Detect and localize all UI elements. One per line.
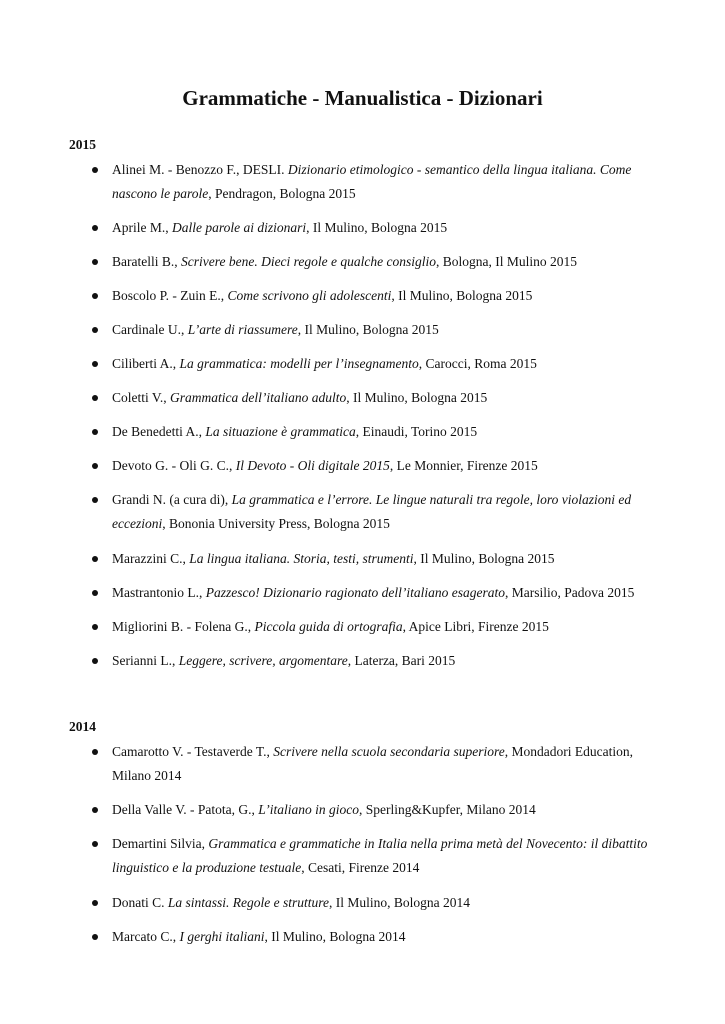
bibliography-entry: Mastrantonio L., Pazzesco! Dizionario ragionato dell’italiano esagerato, Marsilio, Padova 2015 [112,581,660,605]
bibliography-entry: Donati C. La sintassi. Regole e strutture, Il Mulino, Bologna 2014 [112,891,660,915]
bibliography-entry: De Benedetti A., La situazione è grammatica, Einaudi, Torino 2015 [112,420,660,444]
bullet-icon [92,934,98,940]
bibliography-entry: Boscolo P. - Zuin E., Come scrivono gli adolescenti, Il Mulino, Bologna 2015 [112,284,660,308]
bullet-icon [92,225,98,231]
bibliography-entry: Alinei M. - Benozzo F., DESLI. Dizionario etimologico - semantico della lingua italiana. Come nascono le parole, Pendragon, Bologna 2015 [112,158,660,206]
bullet-icon [92,259,98,265]
bullet-icon [92,590,98,596]
bullet-icon [92,900,98,906]
bullet-icon [92,293,98,299]
bullet-icon [92,841,98,847]
bibliography-entry: Grandi N. (a cura di), La grammatica e l’errore. Le lingue naturali tra regole, loro violazioni ed eccezioni, Bononia University Press, Bologna 2015 [112,488,660,536]
bibliography-entry: Ciliberti A., La grammatica: modelli per l’insegnamento, Carocci, Roma 2015 [112,352,660,376]
bibliography-entry: Marcato C., I gerghi italiani, Il Mulino, Bologna 2014 [112,925,660,949]
bibliography-entry: Camarotto V. - Testaverde T., Scrivere nella scuola secondaria superiore, Mondadori Education, Milano 2014 [112,740,660,788]
bibliography-entry: Coletti V., Grammatica dell’italiano adulto, Il Mulino, Bologna 2015 [112,386,660,410]
page-title: Grammatiche - Manualistica - Dizionari [182,86,543,110]
bullet-icon [92,327,98,333]
year-heading-2015: 2015 [69,137,96,152]
bullet-icon [92,658,98,664]
bibliography-entry: Cardinale U., L’arte di riassumere, Il Mulino, Bologna 2015 [112,318,660,342]
year-heading-2014: 2014 [69,719,96,734]
bibliography-entry: Aprile M., Dalle parole ai dizionari, Il Mulino, Bologna 2015 [112,216,660,240]
bullet-icon [92,624,98,630]
bibliography-entry: Baratelli B., Scrivere bene. Dieci regole e qualche consiglio, Bologna, Il Mulino 2015 [112,250,660,274]
bibliography-entry: Demartini Silvia, Grammatica e grammatiche in Italia nella prima metà del Novecento: il dibattito linguistico e la produzione testuale, Cesati, Firenze 2014 [112,832,660,880]
bullet-icon [92,429,98,435]
bibliography-entry: Serianni L., Leggere, scrivere, argomentare, Laterza, Bari 2015 [112,649,660,673]
bibliography-entry: Devoto G. - Oli G. C., Il Devoto - Oli digitale 2015, Le Monnier, Firenze 2015 [112,454,660,478]
bullet-icon [92,749,98,755]
bullet-icon [92,807,98,813]
bibliography-entry: Migliorini B. - Folena G., Piccola guida di ortografia, Apice Libri, Firenze 2015 [112,615,660,639]
bullet-icon [92,167,98,173]
bibliography-entry: Marazzini C., La lingua italiana. Storia, testi, strumenti, Il Mulino, Bologna 2015 [112,547,660,571]
bullet-icon [92,395,98,401]
bullet-icon [92,463,98,469]
bullet-icon [92,361,98,367]
bullet-icon [92,556,98,562]
bibliography-entry: Della Valle V. - Patota, G., L’italiano in gioco, Sperling&Kupfer, Milano 2014 [112,798,660,822]
bullet-icon [92,497,98,503]
